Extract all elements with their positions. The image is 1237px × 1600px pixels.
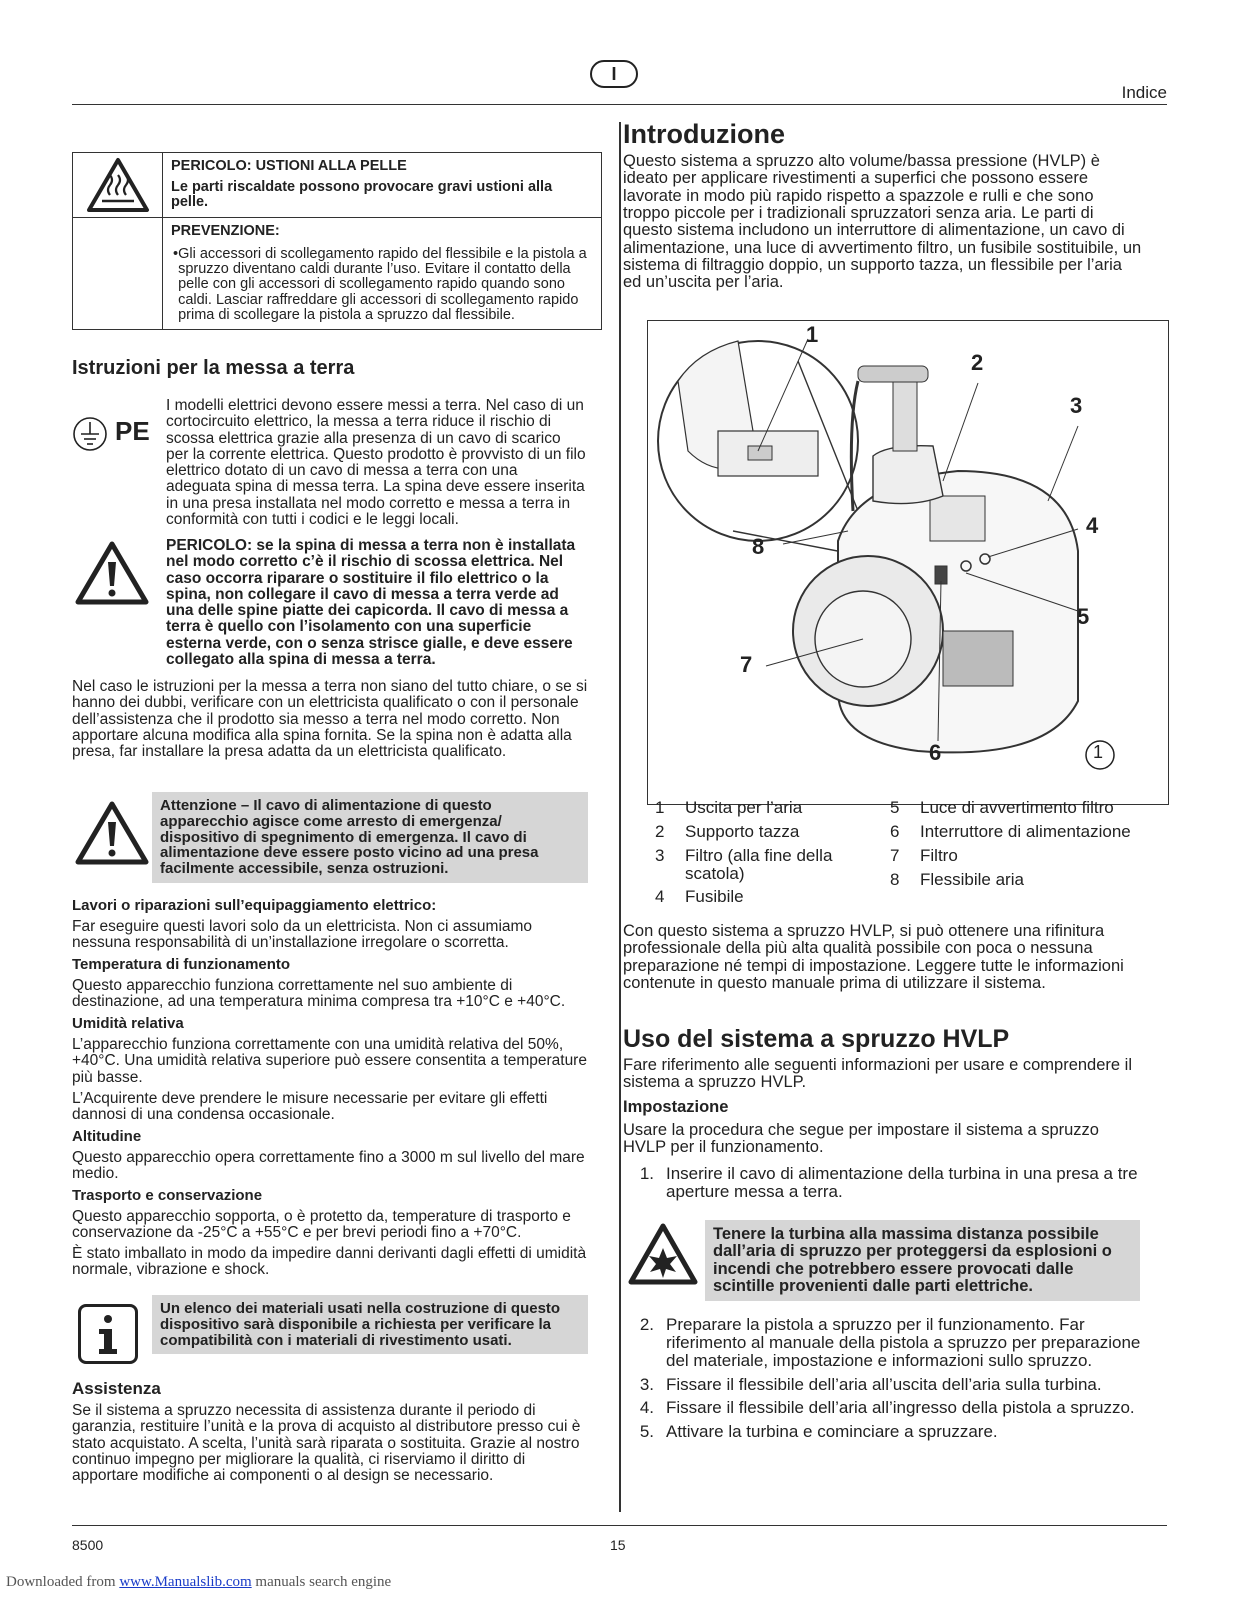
download-line: Downloaded from www.Manualslib.com manuals search engine [6, 1574, 392, 1590]
danger-text: Le parti riscaldate possono provocare gravi ustioni alla pelle. [171, 179, 553, 211]
callout-2: 2 [971, 350, 984, 375]
language-badge: I [590, 60, 638, 88]
manualslib-link[interactable]: www.Manualslib.com [119, 1574, 252, 1590]
attention-warning-icon [74, 800, 150, 870]
grounding-danger: PERICOLO: se la spina di messa a terra non è installata nel modo corretto c’è il rischio di scossa elettrica. Nel caso occorra riparare o sostituire il filo elettrico o la spina, non collegare il cavo di messa a terra verde ad una delle spine piatte dei capicorda. Il cavo di messa a terra è quello con l’isolamento con una superficie esterna verde, con o senza strisce gialle, e deve essere collegato alla spina di messa a terra. [166, 537, 576, 668]
section-text-transport-2: È stato imballato in modo da impedire danni derivanti dagli effetti di umidità normale, vibrazione e shock. [72, 1245, 587, 1279]
figure-number: 1 [1093, 742, 1104, 762]
legend-item: 1 Uscita per l’aria [655, 798, 803, 817]
legend-right [890, 799, 1150, 894]
intro-text: Questo sistema a spruzzo alto volume/bassa pressione (HVLP) è ideato per applicare rivestimenti a superfici che possono essere lavorate in modo più rapido rispetto a spazzole e rulli e che sono troppo piccole per i tradizionali spruzzatori senza aria. Le parti di questo sistema includono un interruttore di alimentazione, un cavo di alimentazione, una luce di avvertimento filtro, un fusibile sostituibile, un sistema di filtraggio doppio, un supporto tazza, un flessibile per l’aria ed un’uscita per l’aria. [623, 152, 1142, 292]
legend-item: 6 Interruttore di alimentazione [890, 821, 1131, 841]
footer-rule [72, 1525, 1167, 1526]
page-number: 15 [610, 1537, 626, 1553]
grounding-unclear: Nel caso le istruzioni per la messa a terra non siano del tutto chiare, o se si hanno dei dubbi, verificare con un elettricista qualificato o con il personale dell’assistenza che il prodotto sia messo a terra nel modo corretto. Non apportare alcuna modifica alla spina fornita. Se la spina non è adatta alla presa, far installare la presa adatta da un elettricista qualificato. [72, 678, 588, 761]
hvlp-text: Con questo sistema a spruzzo HVLP, si può ottenere una rifinitura professionale della più alta qualità possibile con poca o nessuna preparazione né tempi di impostazione. Leggere tutte le informazioni contenute in questo manuale prima di utilizzare il sistema. [623, 922, 1124, 992]
info-icon [78, 1304, 138, 1364]
callout-6: 6 [929, 740, 942, 765]
steps-list [632, 1316, 1144, 1441]
legend-item: 3 Filtro (alla fine della scatola) [655, 845, 833, 883]
step-item: 5. Attivare la turbina e cominciare a spruzzare. [639, 1422, 998, 1442]
callout-8: 8 [752, 534, 765, 559]
section-text-altitude: Questo apparecchio opera correttamente fino a 3000 m sul livello del mare medio. [72, 1149, 585, 1183]
section-title-humidity: Umidità relativa [72, 1015, 184, 1032]
turbine-warning-box: Tenere la turbina alla massima distanza possibile dall’aria di spruzzo per proteggersi da esplosioni o incendi che potrebbero essere provocati dalle scintille provenienti dalle parti elettriche. [705, 1220, 1140, 1301]
step-item: 3. Fissare il flessibile dell’aria all’uscita dell’aria sulla turbina. [639, 1374, 1102, 1394]
warning-icon [74, 540, 150, 610]
section-text-humidity-2: L’Acquirente deve prendere le misure necessarie per evitare gli effetti dannosi di una condensa occasionale. [72, 1090, 548, 1124]
bullet: • [173, 245, 179, 262]
assistance-text: Se il sistema a spruzzo necessita di assistenza durante il periodo di garanzia, restituire l’unità e la prova di acquisto al distributore presso cui è stato acquistato. A scelta, l’unità sarà riparata o sostituita. Grazie al nostro continuo impegno per migliorare la qualità, ci riserviamo il diritto di apportare modifiche ai componenti o al design se necessario. [72, 1402, 581, 1485]
usage-text: Fare riferimento alle seguenti informazioni per usare e comprendere il sistema a spruzzo HVLP. [623, 1056, 1132, 1092]
usage-heading: Uso del sistema a spruzzo HVLP [623, 1025, 1010, 1053]
setup-text: Usare la procedura che segue per impostare il sistema a spruzzo HVLP per il funzionamento. [623, 1121, 1099, 1157]
intro-heading: Introduzione [623, 119, 785, 149]
danger-title: PERICOLO: USTIONI ALLA PELLE [171, 158, 407, 174]
column-divider [619, 122, 621, 1512]
legend-item: 4 Fusibile [655, 887, 744, 907]
turbine-illustration [648, 321, 1168, 804]
pe-label: PE [115, 416, 150, 446]
prevention-title: PREVENZIONE: [171, 222, 280, 239]
legend-item: 8 Flessibile aria [890, 869, 1024, 889]
step-item: 2. Preparare la pistola a spruzzo per il funzionamento. Far riferimento al manuale della pistola a spruzzo per preparazione del materiale, impostazione e informazioni sullo spruzzo. [639, 1315, 1141, 1370]
section-text-humidity: L’apparecchio funziona correttamente con una umidità relativa del 50%, +40°C. Una umidità relativa superiore può essere consentita a temperature più basse. [72, 1036, 587, 1086]
section-text-electrical: Far eseguire questi lavori solo da un elettricista. Non ci assumiamo nessuna responsabilità di un’installazione irregolare o scorretta. [72, 918, 533, 952]
section-text-temperature: Questo apparecchio funziona correttamente nel suo ambiente di destinazione, ad una temperatura minima compresa tra +10°C e +40°C. [72, 977, 566, 1011]
section-title-transport: Trasporto e conservazione [72, 1187, 263, 1204]
legend-item: 2 Supporto tazza [655, 821, 800, 841]
section-label: Indice [1121, 83, 1167, 102]
legend-left [655, 799, 880, 912]
hot-surface-icon [73, 153, 163, 217]
prevention-text: Gli accessori di scollegamento rapido del flessibile e la pistola a spruzzo diventano caldi durante l’uso. Evitare il contatto della pelle con gli accessori di scollegamento rapido quando sono caldi. Lasciar raffreddare gli accessori di scollegamento rapido prima di scollegare la pistola a spruzzo dal flessibile. [178, 245, 587, 323]
section-title-electrical: Lavori o riparazioni sull’equipaggiamento elettrico: [72, 897, 437, 914]
step-item: 1. Inserire il cavo di alimentazione della turbina in una presa a tre aperture messa a terra. [639, 1164, 1138, 1201]
attention-box: Attenzione – Il cavo di alimentazione di questo apparecchio agisce come arresto di emergenza/ dispositivo di spegnimento di emergenza. Il cavo di alimentazione deve essere posto vicino ad una presa facilmente accessibile, senza ostruzioni. [152, 792, 588, 883]
legend-item: 5 Luce di avvertimento filtro [890, 798, 1114, 817]
legend-item: 7 Filtro [890, 845, 958, 865]
header-rule [72, 104, 1167, 105]
burn-danger-table [72, 152, 602, 330]
explosion-warning-icon [627, 1222, 699, 1290]
info-box: Un elenco dei materiali usati nella costruzione di questo dispositivo sarà disponibile a richiesta per verificare la compatibilità con i materiali di rivestimento usati. [152, 1295, 588, 1354]
section-title-temperature: Temperatura di funzionamento [72, 956, 291, 973]
model-number: 8500 [72, 1537, 104, 1553]
callout-4: 4 [1086, 513, 1099, 538]
assistance-heading: Assistenza [72, 1379, 161, 1398]
callout-7: 7 [740, 652, 753, 677]
callout-3: 3 [1070, 393, 1083, 418]
grounding-text: I modelli elettrici devono essere messi a terra. Nel caso di un cortocircuito elettrico, la messa a terra riduce il rischio di scossa elettrica grazie alla presenza di un cavo di scarico per la corrente elettrica. Questo prodotto è provvisto di un filo elettrico dotato di un cavo di messa a terra con una adeguata spina di messa terra. La spina deve essere inserita in una presa installata nel modo corretto e messa a terra in conformità con tutti i codici e le leggi locali. [166, 397, 586, 528]
callout-1: 1 [806, 322, 819, 347]
turbine-figure [647, 320, 1169, 805]
section-text-transport: Questo apparecchio sopporta, o è protetto da, temperature di trasporto e conservazione da -25°C a +55°C e per brevi periodi fino a +70°C. [72, 1208, 571, 1242]
callout-5: 5 [1077, 604, 1090, 629]
step-item: 4. Fissare il flessibile dell’aria all’ingresso della pistola a spruzzo. [639, 1398, 1135, 1418]
setup-title: Impostazione [623, 1098, 729, 1116]
grounding-heading: Istruzioni per la messa a terra [72, 357, 355, 379]
section-title-altitude: Altitudine [72, 1128, 142, 1145]
